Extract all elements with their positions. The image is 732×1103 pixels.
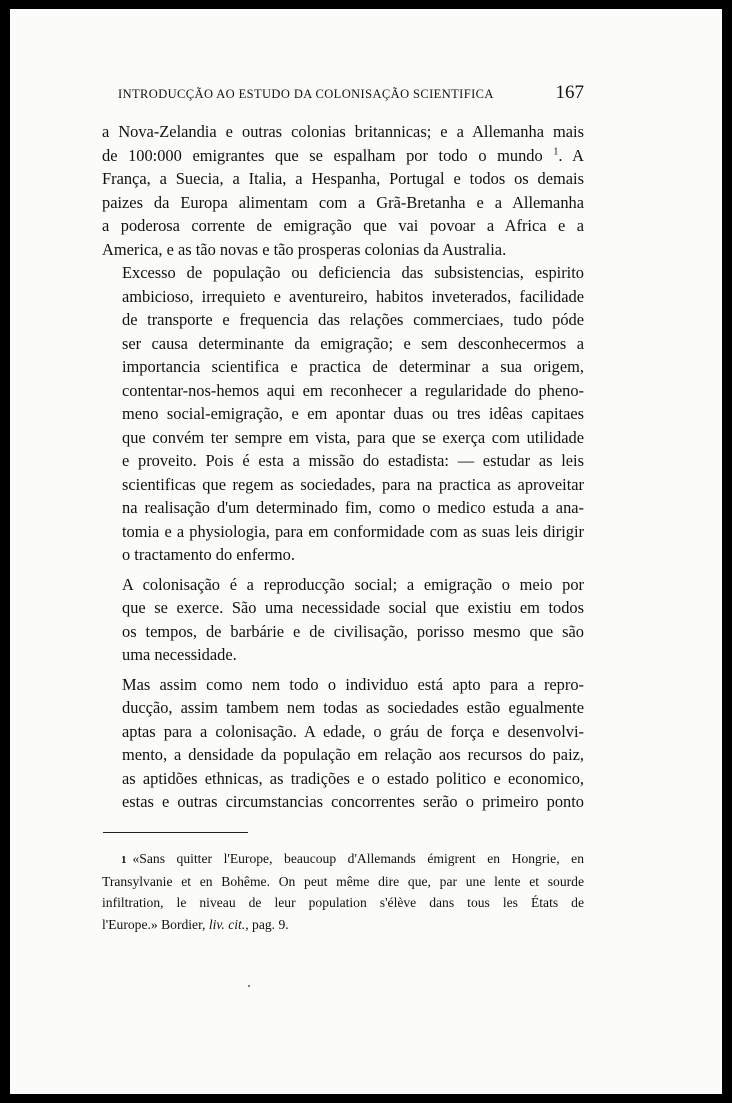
text-line: A colonisação é a reproducção social; a emigração o meio por (122, 574, 584, 594)
paper-speck (248, 985, 250, 987)
text-line: meno social-emigração, e em apontar duas ou tres idêas capitaes (122, 404, 584, 423)
text-line: que convém ter sempre em vista, para que se exerça com utilidade (122, 427, 584, 447)
text-line: a poderosa corrente de emigração que vai povoar a Africa e a (102, 216, 584, 235)
text-line: o tractamento do enfermo. (122, 545, 295, 564)
page-number: 167 (555, 82, 584, 103)
footnote-marker: 1 (121, 854, 127, 866)
text-line: America, e as tão novas e tão prosperas colonias da Australia. (102, 239, 507, 259)
footnote-line: l'Europe.» Bordier, liv. cit., pag. 9. (102, 916, 289, 932)
text-line: tomia e a physiologia, para em conformidade com as suas leis dirigir (122, 521, 584, 541)
text-line: a Nova-Zelandia e outras colonias britannicas; e a Allemanha mais (102, 122, 584, 141)
text-line: França, a Suecia, a Italia, a Hespanha, Portugal e todos os demais (102, 169, 584, 188)
running-header (108, 83, 584, 109)
text-line: de 100:000 emigrantes que se espalham por todo o mundo $^1$. A (102, 145, 584, 165)
text-line: na realisação d'um determinado fim, como o medico estuda a ana- (122, 498, 584, 517)
body-text (102, 120, 584, 814)
sentence-continuation: . A (558, 145, 584, 165)
paragraph-2 (102, 261, 584, 567)
text-line: e proveito. Pois é esta a missão do estadista: — estudar as leis (122, 451, 584, 470)
text-line: estas e outras circumstancias concorrentes serão o primeiro ponto (122, 792, 584, 811)
text-line: que se exerce. São uma necessidade social que existiu em todos (122, 598, 584, 617)
citation-italic: liv. cit., (208, 916, 249, 932)
footnote-line: Transylvanie et en Bohême. On peut même dire que, par une lente et sourde (102, 874, 584, 890)
footnote (102, 848, 584, 935)
footnote-reference[interactable]: 1 (553, 146, 559, 158)
text-line: uma necessidade. (122, 645, 237, 664)
footnote-divider (103, 832, 248, 833)
text-line: Excesso de população ou deficiencia das subsistencias, espirito (122, 263, 584, 282)
text-line: paizes da Europa alimentam com a Grã-Bretanha e a Allemanha (102, 192, 584, 212)
text-line: scientificas que regem as sociedades, para na practica as aproveitar (122, 474, 584, 494)
paragraph-4 (102, 673, 584, 814)
paragraph-3 (102, 573, 584, 667)
footnote-line: 1 «Sans quitter l'Europe, beaucoup d'Allemands émigrent en Hongrie, en (121, 851, 584, 866)
text-line: ducção, assim tambem nem todas as sociedades estão egualmente (122, 698, 584, 717)
text-line: aptas para a colonisação. A edade, o gráu de força e desenvolvi- (122, 721, 584, 741)
paragraph-1 (102, 120, 584, 261)
text-line: mento, a densidade da população em relação aos recursos do paiz, (122, 745, 584, 764)
text-line: contentar-nos-hemos aqui em reconhecer a regularidade do pheno- (122, 380, 584, 400)
text-line: Mas assim como nem todo o individuo está apto para a repro- (122, 674, 584, 694)
text-line: de transporte e frequencia das relações commerciaes, tudo póde (122, 310, 584, 329)
footnote-line: infiltration, le niveau de leur population s'élève dans tous les États de (102, 895, 584, 911)
text-line: ser causa determinante da emigração; e sem desconhecermos a (122, 333, 584, 353)
text-line: importancia scientifica e practica de determinar a sua origem, (122, 357, 584, 376)
running-title: INTRODUCÇÃO AO ESTUDO DA COLONISAÇÃO SCIENTIFICA (118, 87, 494, 101)
text-line: ambicioso, irrequieto e aventureiro, habitos inveterados, facilidade (122, 286, 584, 306)
text-line: os tempos, de barbárie e de civilisação, porisso mesmo que são (122, 621, 584, 641)
text-line: as aptidões ethnicas, as tradições e o estado politico e economico, (122, 768, 584, 788)
book-page (10, 9, 722, 1094)
